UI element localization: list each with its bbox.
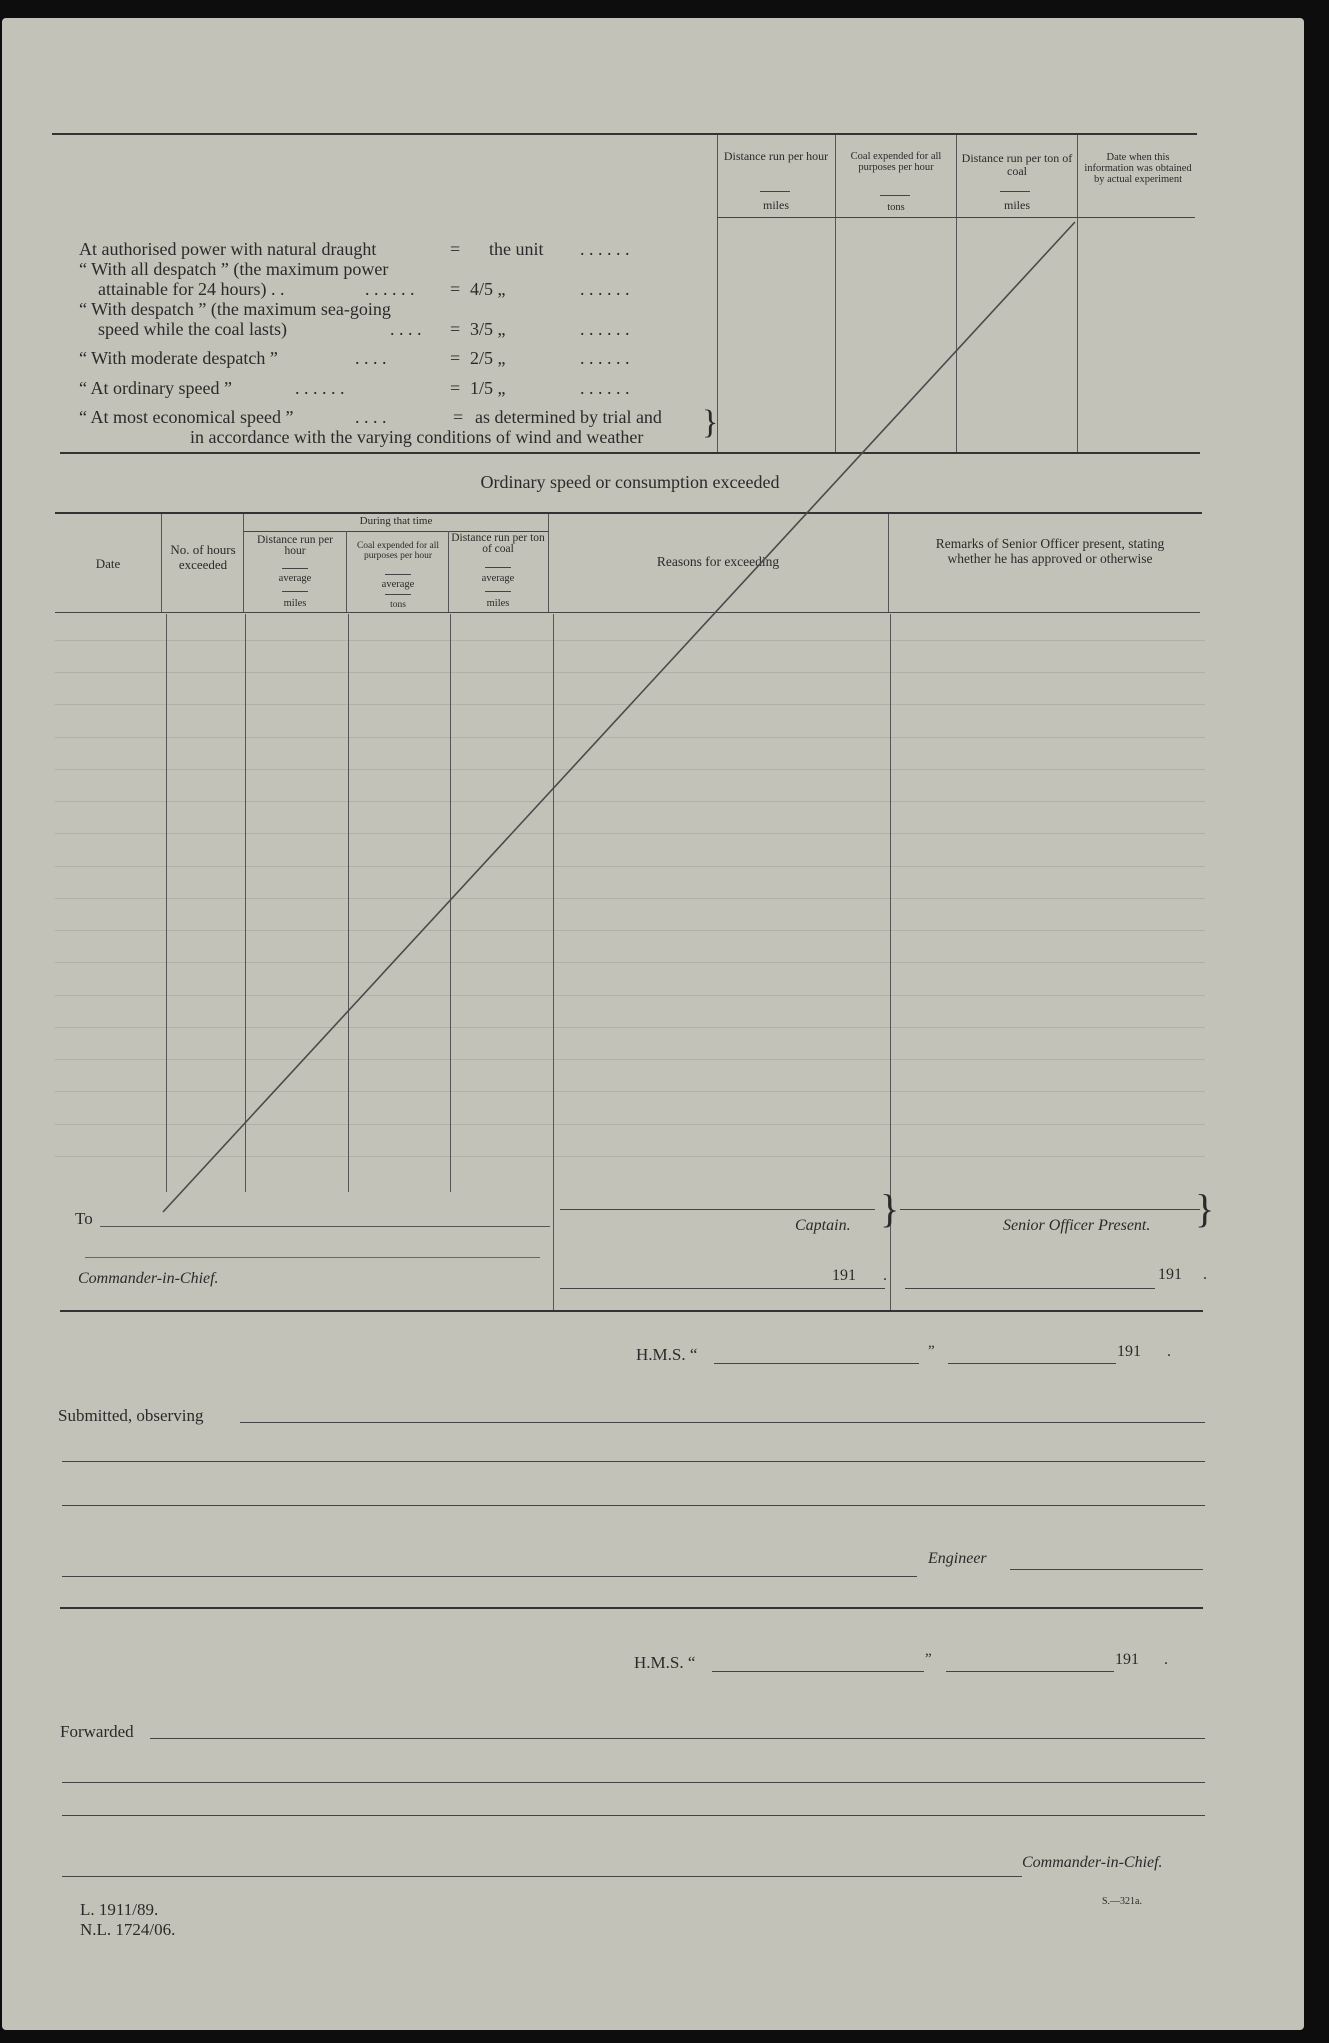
header-date-obtained: Date when this information was obtained by actual experiment (1084, 152, 1192, 185)
commander-label: Commander-in-Chief. (78, 1270, 219, 1287)
row-authorised-power: At authorised power with natural draught (79, 239, 377, 259)
to-label: To (75, 1209, 93, 1228)
captain-brace-icon: } (880, 1186, 900, 1231)
hms-label-1: H.M.S. “ (636, 1345, 698, 1364)
row-all-despatch-dots: . . . . . . (580, 279, 630, 299)
hms-label-2: H.M.S. “ (634, 1653, 696, 1672)
senior-year: 191 (1158, 1266, 1182, 1283)
header-unit-tons: tons (887, 202, 905, 213)
row-ordinary-eq: = (450, 378, 461, 398)
footer-ref-1: L. 1911/89. (80, 1900, 159, 1919)
row-authorised-dots: . . . . . . (580, 239, 630, 259)
section-title: Ordinary speed or consumption exceeded (480, 472, 780, 492)
submitted-label: Submitted, observing (58, 1406, 204, 1425)
row-economical-dots-mid: . . . . (355, 407, 387, 427)
commander-label-2: Commander-in-Chief. (1022, 1854, 1163, 1871)
senior-period: . (1203, 1266, 1207, 1283)
captain-period: . (883, 1267, 887, 1284)
row-moderate: “ With moderate despatch ” (79, 348, 278, 368)
hms-period-1: . (1167, 1343, 1171, 1360)
row-all-despatch-eq: = (450, 279, 461, 299)
senior-brace-icon: } (1195, 1186, 1215, 1231)
header-unit-miles: miles (763, 198, 789, 212)
row-authorised-value: the unit (489, 239, 544, 259)
row-all-despatch-value: 4/5 „ (470, 279, 506, 299)
sub-distance-per-hour: Distance run per hour (257, 534, 333, 557)
hms-year-2: 191 (1115, 1651, 1139, 1668)
row-economical: “ At most economical speed ” (79, 407, 294, 427)
sub-coal-unit: tons (390, 600, 406, 610)
sub-distance-unit: miles (283, 598, 307, 609)
row-despatch-cont: speed while the coal lasts) (98, 319, 287, 339)
header-unit-miles-2: miles (1004, 198, 1030, 212)
sub-ton-unit: miles (486, 598, 510, 609)
row-economical-eq: = (453, 407, 464, 427)
sub-distance-average: average (278, 573, 312, 584)
header-coal-expended-per-hour: Coal expended for all purposes per hour (850, 151, 942, 173)
captain-year: 191 (832, 1267, 856, 1284)
row-all-despatch-cont: attainable for 24 hours) . . (98, 279, 285, 299)
row-economical-cont: in accordance with the varying conditions of wind and weather (190, 427, 644, 447)
forwarded-label: Forwarded (60, 1722, 134, 1741)
row-despatch-dots: . . . . . . (580, 319, 630, 339)
captain-label: Captain. (795, 1217, 851, 1234)
hms-close-quote-2: ” (925, 1651, 932, 1667)
header-distance-run-per-hour: Distance run per hour (723, 149, 829, 163)
sub-ton-average: average (481, 573, 515, 584)
col-hours-exceeded: No. of hours exceeded (170, 542, 236, 572)
engineer-label: Engineer (928, 1550, 987, 1567)
brace-icon: } (702, 404, 719, 441)
row-authorised-eq: = (450, 239, 461, 259)
col-date: Date (95, 556, 121, 571)
row-moderate-eq: = (450, 348, 461, 368)
diagonal-line (163, 222, 1075, 1212)
row-despatch-dots-mid: . . . . (390, 319, 422, 339)
row-ordinary-value: 1/5 „ (470, 378, 506, 398)
row-despatch-value: 3/5 „ (470, 319, 506, 339)
header-distance-per-ton: Distance run per ton of coal (961, 151, 1073, 178)
row-ordinary-dots-mid: . . . . . . (295, 378, 345, 398)
row-despatch: “ With despatch ” (the maximum sea-going (79, 299, 391, 319)
hms-year-1: 191 (1117, 1343, 1141, 1360)
footer-ref-2: N.L. 1724/06. (80, 1920, 176, 1939)
footer-form-number: S.—321a. (1102, 1896, 1142, 1907)
sub-distance-per-ton: Distance run per ton of coal (451, 532, 545, 555)
senior-officer-label: Senior Officer Present. (1003, 1217, 1151, 1234)
col-remarks: Remarks of Senior Officer present, stating whether he has approved or otherwise (935, 536, 1165, 566)
row-economical-value: as determined by trial and (475, 407, 662, 427)
row-moderate-dots-mid: . . . . (355, 348, 387, 368)
sub-coal-average: average (381, 579, 415, 590)
row-all-despatch-dots-mid: . . . . . . (365, 279, 415, 299)
hms-period-2: . (1164, 1651, 1168, 1668)
row-despatch-eq: = (450, 319, 461, 339)
sub-coal-per-hour: Coal expended for all purposes per hour (356, 541, 440, 561)
row-ordinary-dots: . . . . . . (580, 378, 630, 398)
row-moderate-value: 2/5 „ (470, 348, 506, 368)
row-moderate-dots: . . . . . . (580, 348, 630, 368)
col-reasons: Reasons for exceeding (656, 554, 780, 569)
row-all-despatch: “ With all despatch ” (the maximum power (79, 259, 389, 279)
col-during-that-time: During that time (359, 515, 433, 527)
hms-close-quote-1: ” (928, 1343, 935, 1359)
row-ordinary: “ At ordinary speed ” (79, 378, 232, 398)
